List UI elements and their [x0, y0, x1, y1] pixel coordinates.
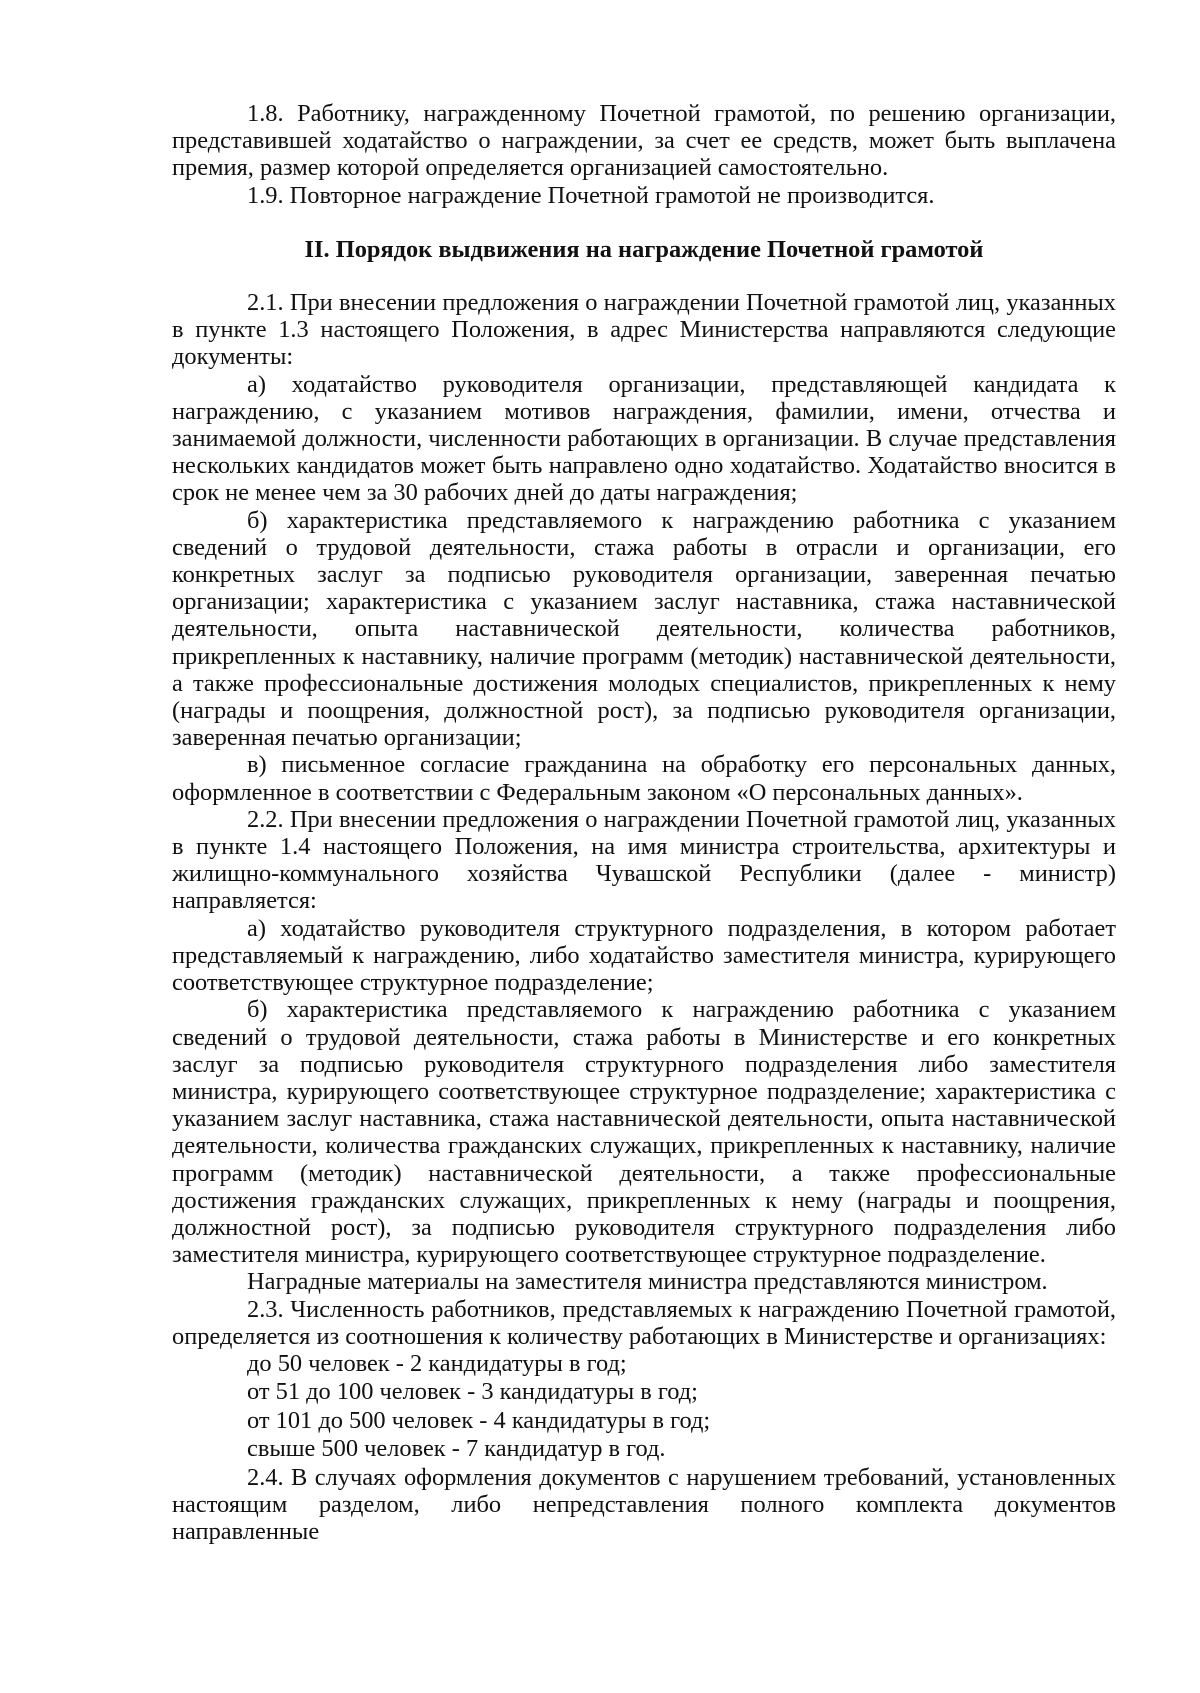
- paragraph-2-4: 2.4. В случаях оформления документов с нарушением требований, установленных настоящим разделом, либо непредставления полного комплекта документов направленные: [172, 1463, 1116, 1546]
- quota-list-item: от 51 до 100 человек - 3 кандидатуры в год;: [247, 1378, 698, 1406]
- spacer: [172, 263, 1116, 289]
- paragraph-2-1: 2.1. При внесении предложения о награждении Почетной грамотой лиц, указанных в пункте 1.3 настоящего Положения, в адрес Министерства направляются следующие документы:: [172, 289, 1116, 371]
- spacer: [172, 209, 1116, 236]
- paragraph-2-3: 2.3. Численность работников, представляемых к награждению Почетной грамотой, определяется из соотношения к количеству работающих в Министерстве и организациях:: [172, 1295, 1116, 1350]
- paragraph-1-8: 1.8. Работнику, награжденному Почетной грамотой, по решению организации, представившей ходатайство о награждении, за счет ее средств, может быть выплачена премия, размер которой определяется организацией самостоятельно.: [172, 100, 1116, 182]
- section-2-title: II. Порядок выдвижения на награждение Почетной грамотой: [304, 235, 984, 263]
- paragraph-2-1-a: а) ходатайство руководителя организации, представляющей кандидата к награждению, с указанием мотивов награждения, фамилии, имени, отчества и занимаемой должности, численности работающих в организации. В случае представления нескольких кандидатов может быть направлено одно ходатайство. Ходатайство вносится в срок не менее чем за 30 рабочих дней до даты награждения;: [172, 370, 1116, 507]
- paragraph-2-2-a: а) ходатайство руководителя структурного подразделения, в котором работает представляемый к награждению, либо ходатайство заместителя министра, курирующего соответствующее структурное подразделение;: [172, 914, 1116, 997]
- quota-list-item: от 101 до 500 человек - 4 кандидатуры в год;: [247, 1406, 711, 1434]
- paragraph-2-2: 2.2. При внесении предложения о награждении Почетной грамотой лиц, указанных в пункте 1.4 настоящего Положения, на имя министра строительства, архитектуры и жилищно-коммунального хозяйства Чувашской Республики (далее - министр) направляется:: [172, 805, 1116, 915]
- document-page: [172, 100, 1116, 1546]
- paragraph-2-1-v: в) письменное согласие гражданина на обработку его персональных данных, оформленное в соответствии с Федеральным законом «О персональных данных».: [172, 751, 1116, 806]
- paragraph-2-2-note: Наградные материалы на заместителя министра представляются министром.: [247, 1268, 1048, 1296]
- paragraph-2-2-b: б) характеристика представляемого к награждению работника с указанием сведений о трудовой деятельности, стажа работы в Министерстве и его конкретных заслуг за подписью руководителя структурного подразделения либо заместителя министра, курирующего соответствующее структурное подразделение; характеристика с указанием заслуг наставника, стажа наставнической деятельности, опыта наставнической деятельности, количества гражданских служащих, прикрепленных к наставнику, наличие программ (методик) наставнической деятельности, а также профессиональные достижения гражданских служащих, прикрепленных к нему (награды и поощрения, должностной рост), за подписью руководителя структурного подразделения либо заместителя министра, курирующего соответствующее структурное подразделение.: [172, 996, 1116, 1269]
- quota-list-item: до 50 человек - 2 кандидатуры в год;: [247, 1349, 627, 1377]
- paragraph-1-9: 1.9. Повторное награждение Почетной грамотой не производится.: [247, 181, 935, 209]
- quota-list-item: свыше 500 человек - 7 кандидатур в год.: [247, 1435, 666, 1463]
- paragraph-2-1-b: б) характеристика представляемого к награждению работника с указанием сведений о трудовой деятельности, стажа работы в отрасли и организации, его конкретных заслуг за подписью руководителя организации, заверенная печатью организации; характеристика с указанием заслуг наставника, стажа наставнической деятельности, опыта наставнической деятельности, количества работников, прикрепленных к наставнику, наличие программ (методик) наставнической деятельности, а также профессиональные достижения молодых специалистов, прикрепленных к нему (награды и поощрения, должностной рост), за подписью руководителя организации, заверенная печатью организации;: [172, 506, 1116, 752]
